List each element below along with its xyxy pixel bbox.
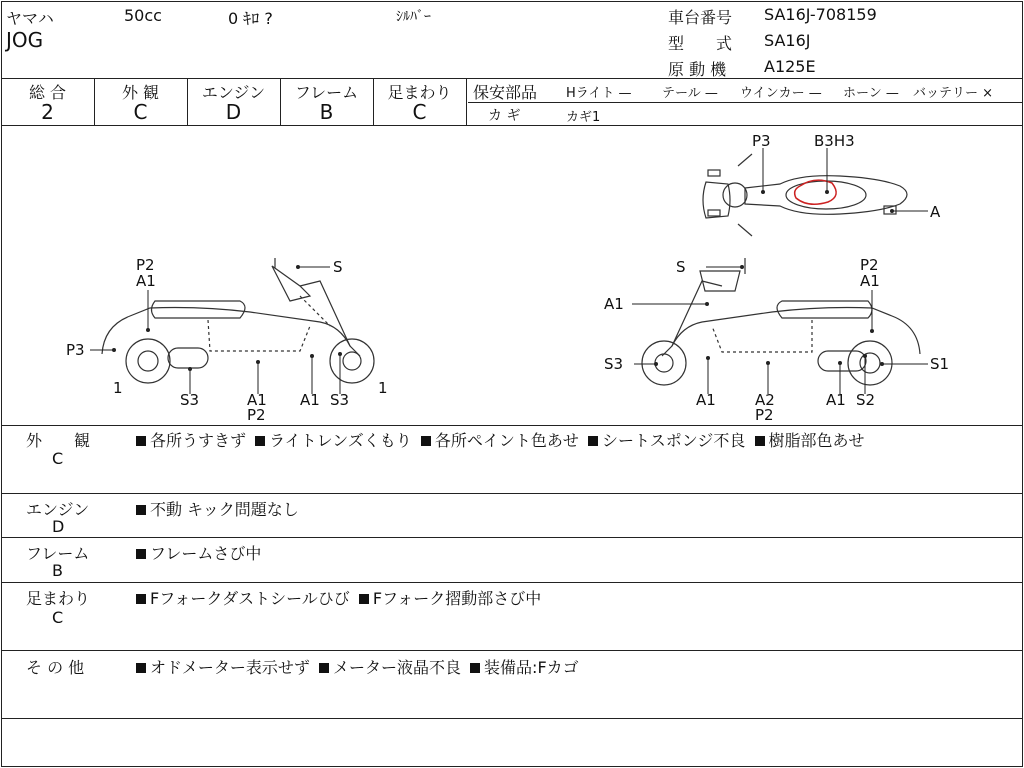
condition-item: 各所ペイント色あせ xyxy=(434,431,579,450)
diagram-label: 1 xyxy=(113,379,123,397)
diagram-label: P2 xyxy=(136,256,155,274)
grade-value: B xyxy=(319,100,334,124)
diagram-label: S1 xyxy=(930,355,950,373)
condition-label: エンジン xyxy=(26,500,90,519)
condition-item: シートスポンジ不良 xyxy=(601,431,746,450)
bullet-icon xyxy=(421,436,431,446)
diagram-label: P3 xyxy=(752,132,771,150)
diagram-label: P2 xyxy=(755,406,774,424)
maker: ヤマハ xyxy=(6,9,54,28)
condition-item: 樹脂部色あせ xyxy=(768,431,865,450)
condition-item: 不動 キック問題なし xyxy=(150,500,299,519)
bullet-icon xyxy=(255,436,265,446)
frame-no-label: 車台番号 xyxy=(668,8,733,27)
condition-item: ライトレンズくもり xyxy=(269,431,412,450)
condition-grade: B xyxy=(52,561,63,580)
diagram-label: A1 xyxy=(860,272,880,290)
bullet-icon xyxy=(136,594,146,604)
diagram-label: A1 xyxy=(136,272,156,290)
diagram-label: S xyxy=(333,258,343,276)
condition-grade: D xyxy=(52,517,65,536)
condition-item: Fフォークダストシールひび xyxy=(150,589,350,608)
condition-label: そ の 他 xyxy=(26,658,85,677)
safety-item: ウインカー — xyxy=(740,86,822,101)
diagram-label: B3H3 xyxy=(814,132,855,150)
condition-label: フレーム xyxy=(26,544,90,563)
diagram-label: A2 xyxy=(755,391,775,409)
scooter-top-view xyxy=(703,154,907,236)
grade-label: 足まわり xyxy=(387,83,452,102)
grade-label: フレーム xyxy=(294,83,359,102)
bullet-icon xyxy=(136,549,146,559)
bullet-icon xyxy=(136,505,146,515)
condition-item: フレームさび中 xyxy=(150,544,262,563)
bullet-icon xyxy=(588,436,598,446)
bullet-icon xyxy=(319,663,329,673)
condition-label: 足まわり xyxy=(26,589,91,608)
grade-label: エンジン xyxy=(201,83,266,102)
grade-value: D xyxy=(225,100,242,124)
color: ｼﾙﾊﾞｰ xyxy=(396,9,431,25)
diagram-label: A1 xyxy=(604,295,624,313)
grade-value: 2 xyxy=(41,100,54,124)
diagram-label: A1 xyxy=(696,391,716,409)
condition-item: 各所うすきず xyxy=(150,431,247,450)
condition-label: 外 観 xyxy=(26,431,91,450)
diagram-label: S3 xyxy=(180,391,200,409)
diagram-label: S3 xyxy=(330,391,350,409)
diagram-label: A1 xyxy=(247,391,267,409)
condition-item: オドメーター表示せず xyxy=(150,658,310,677)
diagram-label: A1 xyxy=(300,391,320,409)
key-label: カ ギ xyxy=(488,108,521,124)
diagram-label: S xyxy=(676,258,686,276)
grade-value: C xyxy=(133,100,148,124)
safety-item: ホーン — xyxy=(843,86,899,101)
condition-grade: C xyxy=(52,449,64,468)
bullet-icon xyxy=(755,436,765,446)
safety-item: Hライト — xyxy=(566,86,632,101)
type-value: SA16J xyxy=(764,31,811,50)
bullet-icon xyxy=(136,436,146,446)
condition-item: 装備品:Fカゴ xyxy=(484,658,579,677)
bullet-icon xyxy=(136,663,146,673)
diagram-label: S3 xyxy=(604,355,624,373)
engine-value: A125E xyxy=(764,57,816,76)
condition-grade: C xyxy=(52,608,64,627)
model-name: JOG xyxy=(6,28,44,52)
diagram-label: P2 xyxy=(860,256,879,274)
diagram-label: A xyxy=(930,203,941,221)
safety-item: テール — xyxy=(662,86,718,101)
diagram-label: S2 xyxy=(856,391,876,409)
displacement: 50cc xyxy=(124,6,162,25)
grade-value: C xyxy=(412,100,427,124)
grade-label: 総 合 xyxy=(28,83,67,102)
diagram-label: P2 xyxy=(247,406,266,424)
damage-diagram xyxy=(0,126,1024,426)
grade-label: 外 観 xyxy=(121,83,160,102)
diagram-label: 1 xyxy=(378,379,388,397)
bullet-icon xyxy=(470,663,480,673)
condition-item: Fフォーク摺動部さび中 xyxy=(372,589,542,608)
mileage: 0 ｷﾛ ? xyxy=(228,9,273,28)
condition-item: メーター液晶不良 xyxy=(332,658,461,677)
type-label: 型 式 xyxy=(668,34,733,53)
diagram-label: P3 xyxy=(66,341,85,359)
bullet-icon xyxy=(359,594,369,604)
safety-item: バッテリー × xyxy=(913,86,994,101)
engine-label: 原 動 機 xyxy=(668,60,727,79)
frame-no: SA16J-708159 xyxy=(764,5,877,24)
key-value: カギ1 xyxy=(566,110,601,125)
diagram-label: A1 xyxy=(826,391,846,409)
safety-label: 保安部品 xyxy=(473,83,538,102)
